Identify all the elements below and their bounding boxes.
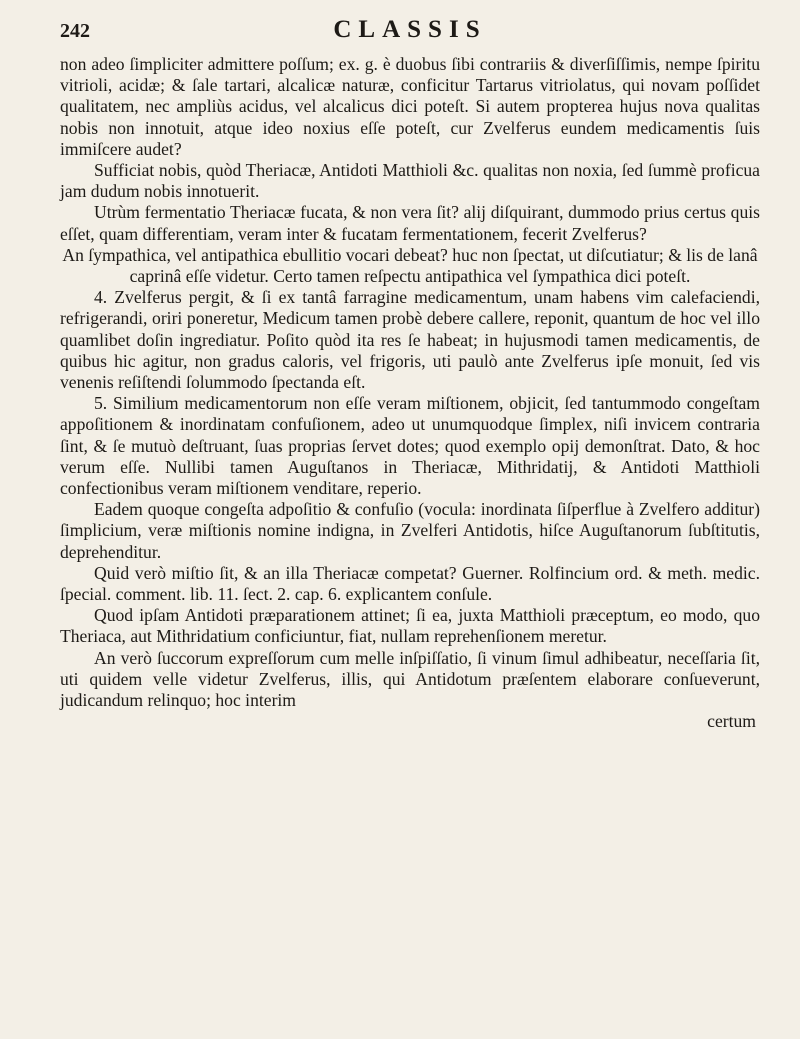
paragraph: An ſympathica, vel antipathica ebullitio vocari debeat? huc non ſpectat, ut diſcutiatur; & lis de lanâ caprinâ eſſe videtur. Certo tamen reſpectu antipathica vel ſympathica dici poteſt. [62,244,758,287]
paragraph: Quid verò miſtio ſit, & an illa Theriacæ competat? Guerner. Rolfincium ord. & meth. medic. ſpecial. comment. lib. 11. ſect. 2. cap. 6. explicantem conſule. [60,562,760,605]
paragraph: An verò ſuccorum expreſſorum cum melle inſpiſſatio, ſi vinum ſimul adhibeatur, neceſſaria ſit, uti quidem velle videtur Zvelferus, illis, qui Antidotum præſentem elaborare conſueverunt, judicandum relinquo; hoc interim [60,647,760,711]
catchword: certum [707,711,756,732]
paragraph: Quod ipſam Antidoti præparationem attinet; ſi ea, juxta Matthioli præceptum, eo modo, quo Theriaca, aut Mithridatium conficiuntur, fiat, nullam reprehenſionem meretur. [60,605,760,647]
page-number: 242 [60,20,90,42]
paragraph: Eadem quoque congeſta adpoſitio & confuſio (vocula: inordinata ſiſperflue à Zvelfero additur) ſimplicium, veræ miſtionis nomine indigna, in Zvelferi Antidotis, hiſce Auguſtanorum ſubſtitutis, deprehenditur. [60,499,760,562]
body-text [60,54,760,711]
page-header [60,14,760,54]
paragraph: Utrùm fermentatio Theriacæ fucata, & non vera ſit? alij diſquirant, dummodo prius certus quis eſſet, quam differentiam, veram inter & fucatam fermentationem, fecerit Zvelferus? [60,202,760,244]
paragraph: 4. Zvelferus pergit, & ſi ex tantâ farragine medicamentum, unam habens vim calefaciendi, refrigerandi, oriri poneretur, Medicum tamen probè debere callere, reponit, quantum de hoc vel illo quamlibet doſin ingrediatur. Poſito quòd ita res ſe habeat; in hujusmodi tamen medicamentis, de quibus hic agitur, non gradus caloris, vel frigoris, uti paulò ante Zvelferus ipſe monuit, ſed vis venenis reſiſtendi ſolummodo ſpectanda eſt. [60,287,760,393]
paragraph: non adeo ſimpliciter admittere poſſum; ex. g. è duobus ſibi contrariis & diverſiſſimis, nempe ſpiritu vitrioli, acidæ; & ſale tartari, alcalicæ naturæ, conficitur Tartarus vitriolatus, qui novam poſſidet qualitatem, nec ampliùs acidus, vel alcalicus dici poteſt. Si autem propterea hujus nova qualitas nobis non innotuit, atque ideo noxius eſſe poteſt, cur Zvelferus eundem medicamentis ſuis immiſcere audet? [60,54,760,159]
paragraph: 5. Similium medicamentorum non eſſe veram miſtionem, objicit, ſed tantummodo congeſtam appoſitionem & inordinatam confuſionem, adeo ut unumquodque ſimplex, niſi invicem contraria ſint, & ſe mutuò deſtruant, ſuas proprias ſervet dotes; quod exemplo opij demonſtrat. Dato, & hoc verum eſſe. Nullibi tamen Auguſtanos in Theriacæ, Mithridatij, & Antidoti Matthioli confectionibus veram miſtionem venditare, reperio. [60,393,760,499]
running-head: CLASSIS [333,16,487,43]
paragraph: Sufficiat nobis, quòd Theriacæ, Antidoti Matthioli &c. qualitas non noxia, ſed ſummè proficua jam dudum nobis innotuerit. [60,160,760,202]
